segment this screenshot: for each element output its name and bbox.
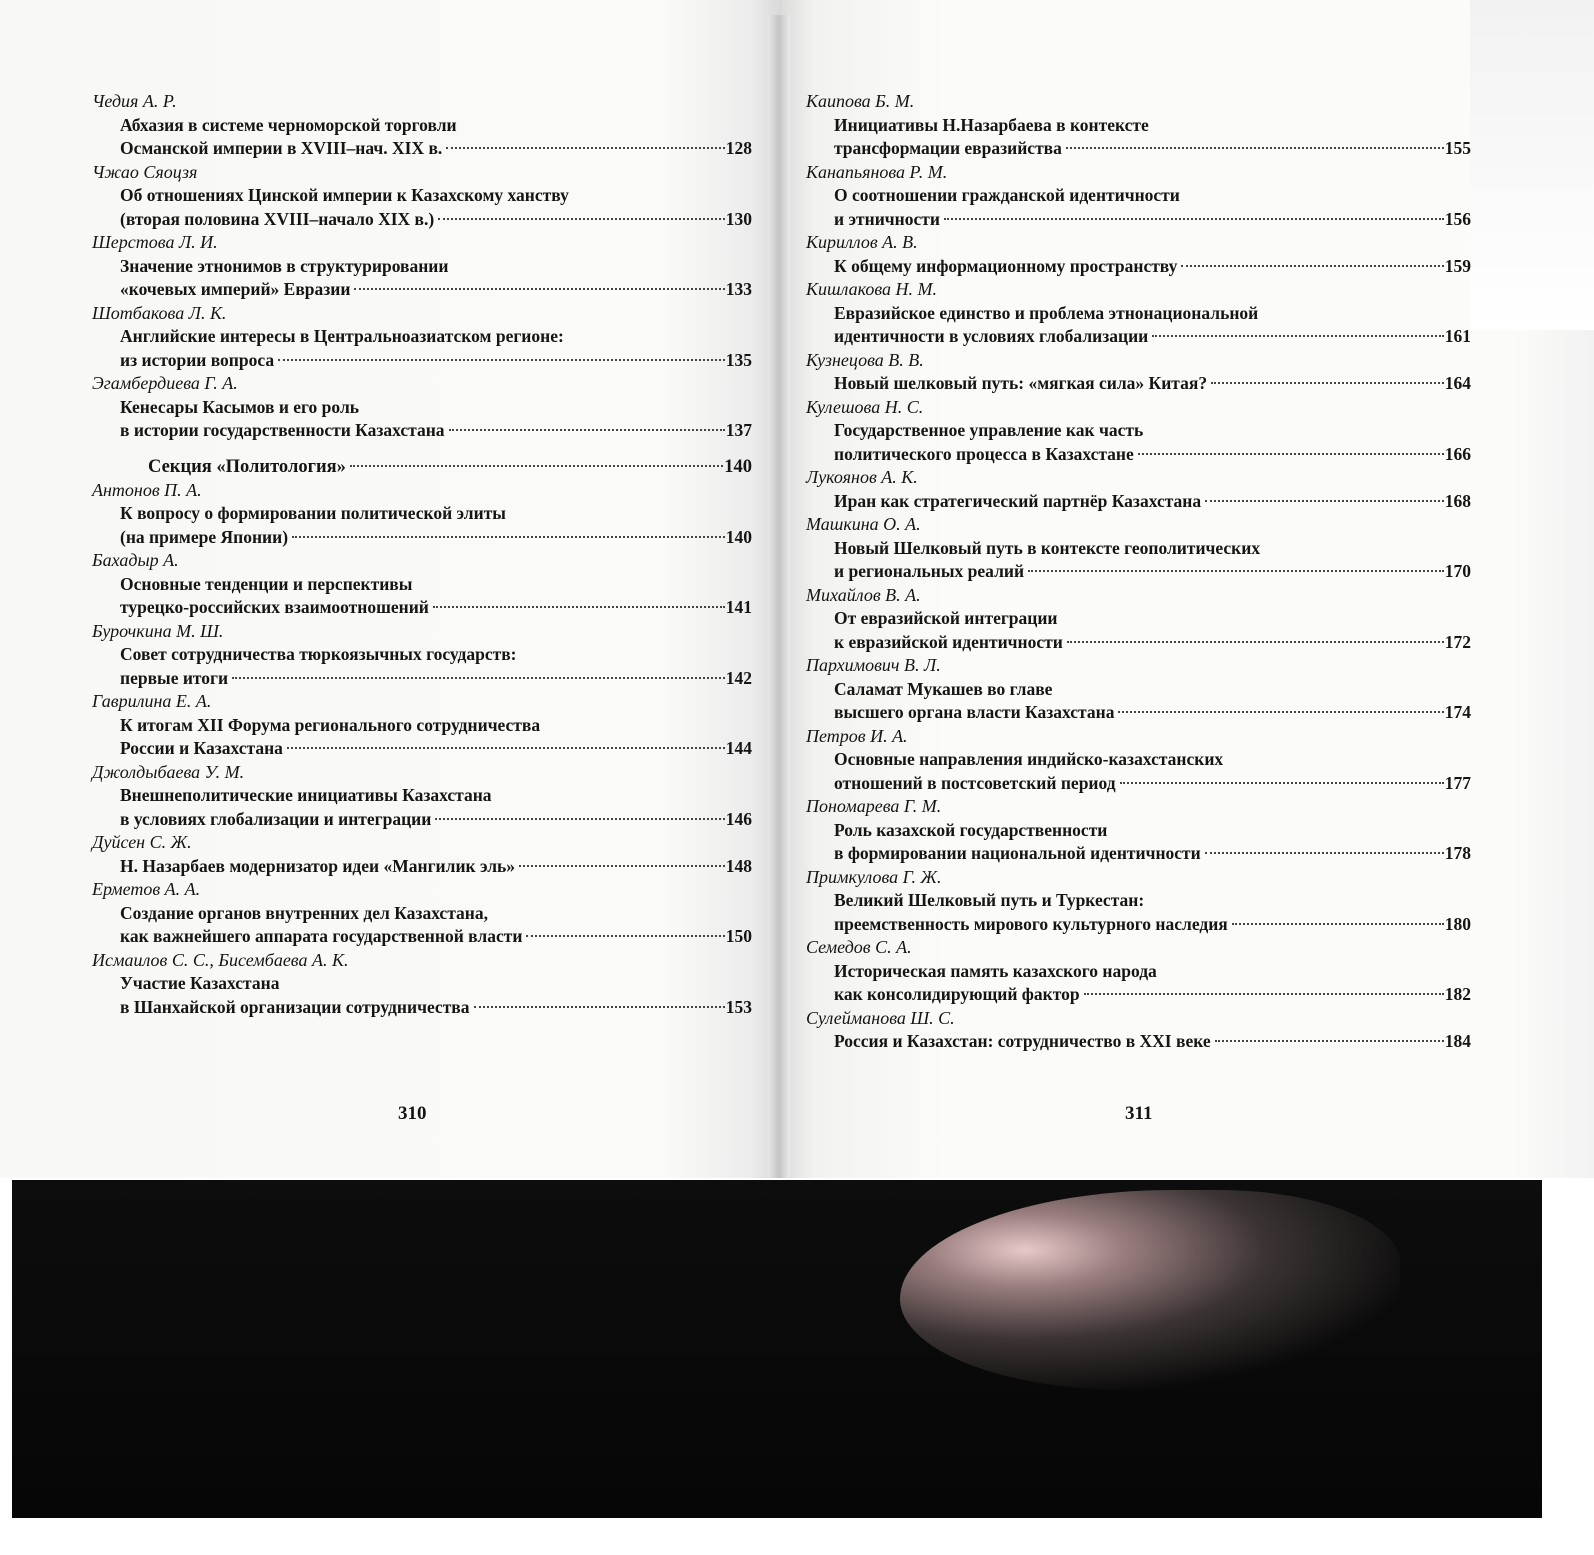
leader-dots (435, 818, 724, 820)
entry-title-text: Османской империи в XVIII–нач. XIX в. (120, 138, 443, 158)
entry-author: Чжао Сяоцзя (92, 161, 198, 182)
toc-entry (806, 90, 1471, 161)
page-ref: 146 (725, 808, 752, 829)
entry-title-line: Участие Казахстана (120, 973, 280, 993)
entry-author: Бахадыр А. (92, 550, 179, 570)
book-gutter (768, 15, 790, 1210)
toc-entry (806, 936, 1471, 1007)
page-ref: 156 (1444, 208, 1471, 229)
entry-title-text: Иран как стратегический партнёр Казахстана (834, 490, 1202, 511)
entry-title-line: Кенесары Касымов и его роль (120, 396, 360, 417)
page-ref: 161 (1444, 326, 1471, 346)
entry-author: Сулейманова Ш. С. (806, 1007, 955, 1028)
entry-title-line (806, 137, 1471, 161)
page-ref: 141 (725, 597, 752, 617)
page-ref: 135 (725, 349, 752, 370)
entry-author: Примкулова Г. Ж. (806, 866, 942, 887)
entry-author: Кириллов А. В. (806, 232, 918, 252)
toc-entry (806, 725, 1471, 796)
page-ref: 128 (725, 138, 752, 158)
entry-title-line (806, 701, 1471, 725)
entry-author: Ерметов А. А. (92, 879, 201, 899)
entry-title-text: в формировании национальной идентичности (834, 843, 1201, 863)
entry-title-line (806, 560, 1471, 584)
entry-title-text: в Шанхайской организации сотрудничества (120, 996, 470, 1017)
toc-right (806, 90, 1471, 1054)
entry-title-line (92, 419, 752, 443)
entry-title-text: преемственность мирового культурного наследия (834, 913, 1228, 934)
page-ref: 168 (1444, 490, 1471, 511)
entry-title-line: Создание органов внутренних дел Казахстана, (120, 902, 488, 923)
page-ref: 170 (1444, 561, 1471, 581)
entry-title-text: первые итоги (120, 667, 229, 688)
entry-title-line (92, 737, 752, 761)
entry-title-text: К общему информационному пространству (834, 255, 1178, 276)
leader-dots (232, 677, 725, 679)
toc-entry (806, 584, 1471, 655)
leader-dots (1138, 453, 1444, 455)
toc-entry (806, 866, 1471, 937)
toc-entry (806, 349, 1471, 396)
entry-title-text: отношений в постсоветский период (834, 772, 1116, 793)
toc-entry (806, 231, 1471, 278)
entry-title-text: идентичности в условиях глобализации (834, 326, 1149, 346)
page-ref: 140 (724, 456, 752, 477)
leader-dots (1181, 265, 1443, 267)
entry-author: Каипова Б. М. (806, 91, 915, 111)
entry-title-line (92, 278, 752, 302)
entry-title-line (806, 631, 1471, 655)
entry-author: Машкина О. А. (806, 514, 921, 534)
page-ref: 155 (1444, 138, 1471, 158)
entry-title-line (92, 808, 752, 832)
section-heading (92, 455, 752, 479)
page-ref: 133 (725, 279, 752, 299)
toc-entry (806, 466, 1471, 513)
leader-dots (278, 359, 725, 361)
entry-title-line: Государственное управление как часть (834, 420, 1144, 440)
entry-title-line (92, 526, 752, 550)
toc-entry (92, 620, 752, 691)
toc-entry (806, 396, 1471, 467)
leader-dots (438, 218, 725, 220)
entry-author: Антонов П. А. (92, 479, 202, 500)
toc-entry (92, 690, 752, 761)
entry-title-line: Инициативы Н.Назарбаева в контексте (834, 114, 1149, 135)
leader-dots (1066, 147, 1444, 149)
entry-title-line (806, 490, 1471, 514)
entry-author: Пономарева Г. М. (806, 796, 942, 816)
page-ref: 144 (725, 738, 752, 758)
page-ref: 164 (1444, 373, 1471, 393)
entry-title-line: От евразийской интеграции (834, 608, 1058, 628)
entry-title-line (92, 855, 752, 879)
entry-title-line: Совет сотрудничества тюркоязычных государств: (120, 644, 517, 664)
page-ref: 140 (725, 526, 752, 547)
page-ref: 177 (1444, 772, 1471, 793)
entry-author: Пархимович В. Л. (806, 655, 941, 675)
page-ref: 148 (725, 855, 752, 876)
entry-title-line: Евразийское единство и проблема этнонациональной (834, 302, 1259, 323)
entry-title-line: Основные тенденции и перспективы (120, 573, 413, 594)
entry-title-line (92, 208, 752, 232)
entry-title-line: Английские интересы в Центральноазиатском регионе: (120, 326, 564, 346)
entry-title-line (92, 996, 752, 1020)
toc-entry (92, 949, 752, 1020)
section-title: Секция «Политология» (148, 456, 346, 477)
page-ref: 166 (1444, 443, 1471, 464)
leader-dots (1028, 570, 1444, 572)
entry-title-line: Саламат Мукашев во главе (834, 678, 1053, 699)
entry-title-text: турецко-российских взаимоотношений (120, 597, 429, 617)
page-ref: 174 (1444, 702, 1471, 722)
entry-title-text: как важнейшего аппарата государственной власти (120, 926, 523, 946)
toc-entry (92, 90, 752, 161)
leader-dots (1205, 852, 1444, 854)
entry-title-line: Основные направления индийско-казахстанских (834, 749, 1224, 769)
leader-dots (446, 147, 724, 149)
entry-author: Бурочкина М. Ш. (92, 620, 224, 641)
leader-dots (449, 429, 725, 431)
entry-title-text: России и Казахстана (120, 738, 283, 758)
entry-title-line (806, 842, 1471, 866)
leader-dots (1084, 993, 1444, 995)
leader-dots (526, 935, 724, 937)
entry-author: Кулешова Н. С. (806, 396, 924, 417)
toc-entry (806, 161, 1471, 232)
entry-title-line (806, 443, 1471, 467)
toc-entry (92, 479, 752, 550)
entry-title-text: Н. Назарбаев модернизатор идеи «Мангилик эль» (120, 855, 516, 876)
entry-author: Гаврилина Е. А. (92, 691, 212, 711)
page-ref: 153 (725, 996, 752, 1017)
entry-author: Семедов С. А. (806, 937, 912, 957)
entry-title-text: высшего органа власти Казахстана (834, 702, 1115, 722)
leader-dots (1118, 711, 1443, 713)
entry-title-text: из истории вопроса (120, 349, 275, 370)
entry-title-text: (вторая половина XVIII–начало XIX в.) (120, 208, 435, 229)
entry-author: Чедия А. Р. (92, 91, 177, 111)
entry-title-line (806, 772, 1471, 796)
page-ref: 180 (1444, 913, 1471, 934)
leader-dots (1211, 382, 1444, 384)
entry-author: Петров И. А. (806, 725, 908, 746)
entry-author: Исмаилов С. С., Бисембаева А. К. (92, 949, 349, 970)
toc-entry (92, 302, 752, 373)
toc-left (92, 90, 752, 1019)
entry-title-line (806, 913, 1471, 937)
entry-title-line (92, 596, 752, 620)
entry-title-line: Новый Шелковый путь в контексте геополитических (834, 537, 1261, 558)
entry-title-line (92, 137, 752, 161)
leader-dots (474, 1006, 725, 1008)
entry-author: Эгамбердиева Г. А. (92, 373, 238, 393)
entry-title-line: Значение этнонимов в структурировании (120, 255, 449, 276)
entry-title-line: Абхазия в системе черноморской торговли (120, 114, 457, 135)
leader-dots (287, 747, 725, 749)
entry-title-text: в условиях глобализации и интеграции (120, 808, 432, 829)
page-ref: 150 (725, 926, 752, 946)
entry-title-text: политического процесса в Казахстане (834, 443, 1134, 464)
entry-title-line (806, 255, 1471, 279)
entry-author: Кишлакова Н. М. (806, 279, 938, 299)
entry-title-line (806, 983, 1471, 1007)
leader-dots (944, 218, 1444, 220)
entry-author: Канапьянова Р. М. (806, 161, 948, 182)
toc-entry (806, 278, 1471, 349)
entry-title-line: Внешнеполитические инициативы Казахстана (120, 785, 492, 805)
entry-title-text: трансформации евразийства (834, 138, 1062, 158)
entry-author: Лукоянов А. К. (806, 467, 918, 487)
leader-dots (350, 465, 723, 467)
leader-dots (292, 536, 725, 538)
page-ref: 184 (1444, 1031, 1471, 1051)
entry-title-line: О соотношении гражданской идентичности (834, 185, 1180, 205)
entry-title-line (92, 667, 752, 691)
page-ref: 137 (725, 420, 752, 440)
page-ref: 172 (1444, 631, 1471, 652)
entry-title-text: Новый шелковый путь: «мягкая сила» Китая? (834, 373, 1208, 393)
entry-author: Джолдыбаева У. М. (92, 761, 245, 782)
entry-title-text: Россия и Казахстан: сотрудничество в XXI веке (834, 1031, 1211, 1051)
entry-title-line (92, 925, 752, 949)
page-ref: 159 (1444, 255, 1471, 276)
entry-title-line: Историческая память казахского народа (834, 960, 1157, 981)
toc-entry (92, 372, 752, 443)
toc-entry (92, 231, 752, 302)
toc-entry (806, 1007, 1471, 1054)
entry-author: Михайлов В. А. (806, 584, 921, 605)
entry-title-text: как консолидирующий фактор (834, 984, 1080, 1004)
entry-title-line (806, 372, 1471, 396)
toc-entry (92, 831, 752, 878)
entry-title-line: Великий Шелковый путь и Туркестан: (834, 890, 1145, 910)
entry-title-text: к евразийской идентичности (834, 631, 1063, 652)
page-edge-glare (1470, 0, 1594, 330)
toc-entry (92, 761, 752, 832)
leader-dots (1067, 641, 1444, 643)
entry-title-line: К вопросу о формировании политической элиты (120, 503, 506, 523)
toc-entry (806, 513, 1471, 584)
leader-dots (1215, 1040, 1444, 1042)
entry-title-text: в истории государственности Казахстана (120, 420, 445, 440)
entry-title-text: и региональных реалий (834, 561, 1025, 581)
toc-entry (806, 654, 1471, 725)
entry-title-text: и этничности (834, 208, 940, 229)
toc-entry (806, 795, 1471, 866)
entry-title-line (92, 349, 752, 373)
toc-entry (92, 549, 752, 620)
page-ref: 142 (725, 667, 752, 688)
entry-author: Шерстова Л. И. (92, 232, 218, 252)
entry-author: Дуйсен С. Ж. (92, 832, 192, 852)
entry-title-line: К итогам XII Форума регионального сотрудничества (120, 714, 541, 735)
entry-title-line (806, 208, 1471, 232)
toc-entry (92, 161, 752, 232)
toc-entry (92, 878, 752, 949)
entry-title-text: «кочевых империй» Евразии (120, 279, 351, 299)
page-number-left: 310 (398, 1103, 427, 1124)
entry-title-line: Об отношениях Цинской империи к Казахскому ханству (120, 185, 569, 205)
page-ref: 178 (1444, 843, 1471, 863)
leader-dots (1232, 923, 1444, 925)
leader-dots (1205, 500, 1444, 502)
page-number-right: 311 (1125, 1103, 1153, 1124)
entry-author: Кузнецова В. В. (806, 349, 924, 370)
leader-dots (1120, 782, 1444, 784)
page-ref: 130 (725, 208, 752, 229)
page-ref: 182 (1444, 984, 1471, 1004)
entry-title-line: Роль казахской государственности (834, 819, 1108, 840)
leader-dots (1152, 335, 1443, 337)
leader-dots (354, 288, 724, 290)
leader-dots (433, 606, 725, 608)
entry-title-line (806, 1030, 1471, 1054)
entry-author: Шотбакова Л. К. (92, 302, 227, 323)
leader-dots (519, 865, 725, 867)
entry-title-line (806, 325, 1471, 349)
entry-title-text: (на примере Японии) (120, 526, 289, 547)
